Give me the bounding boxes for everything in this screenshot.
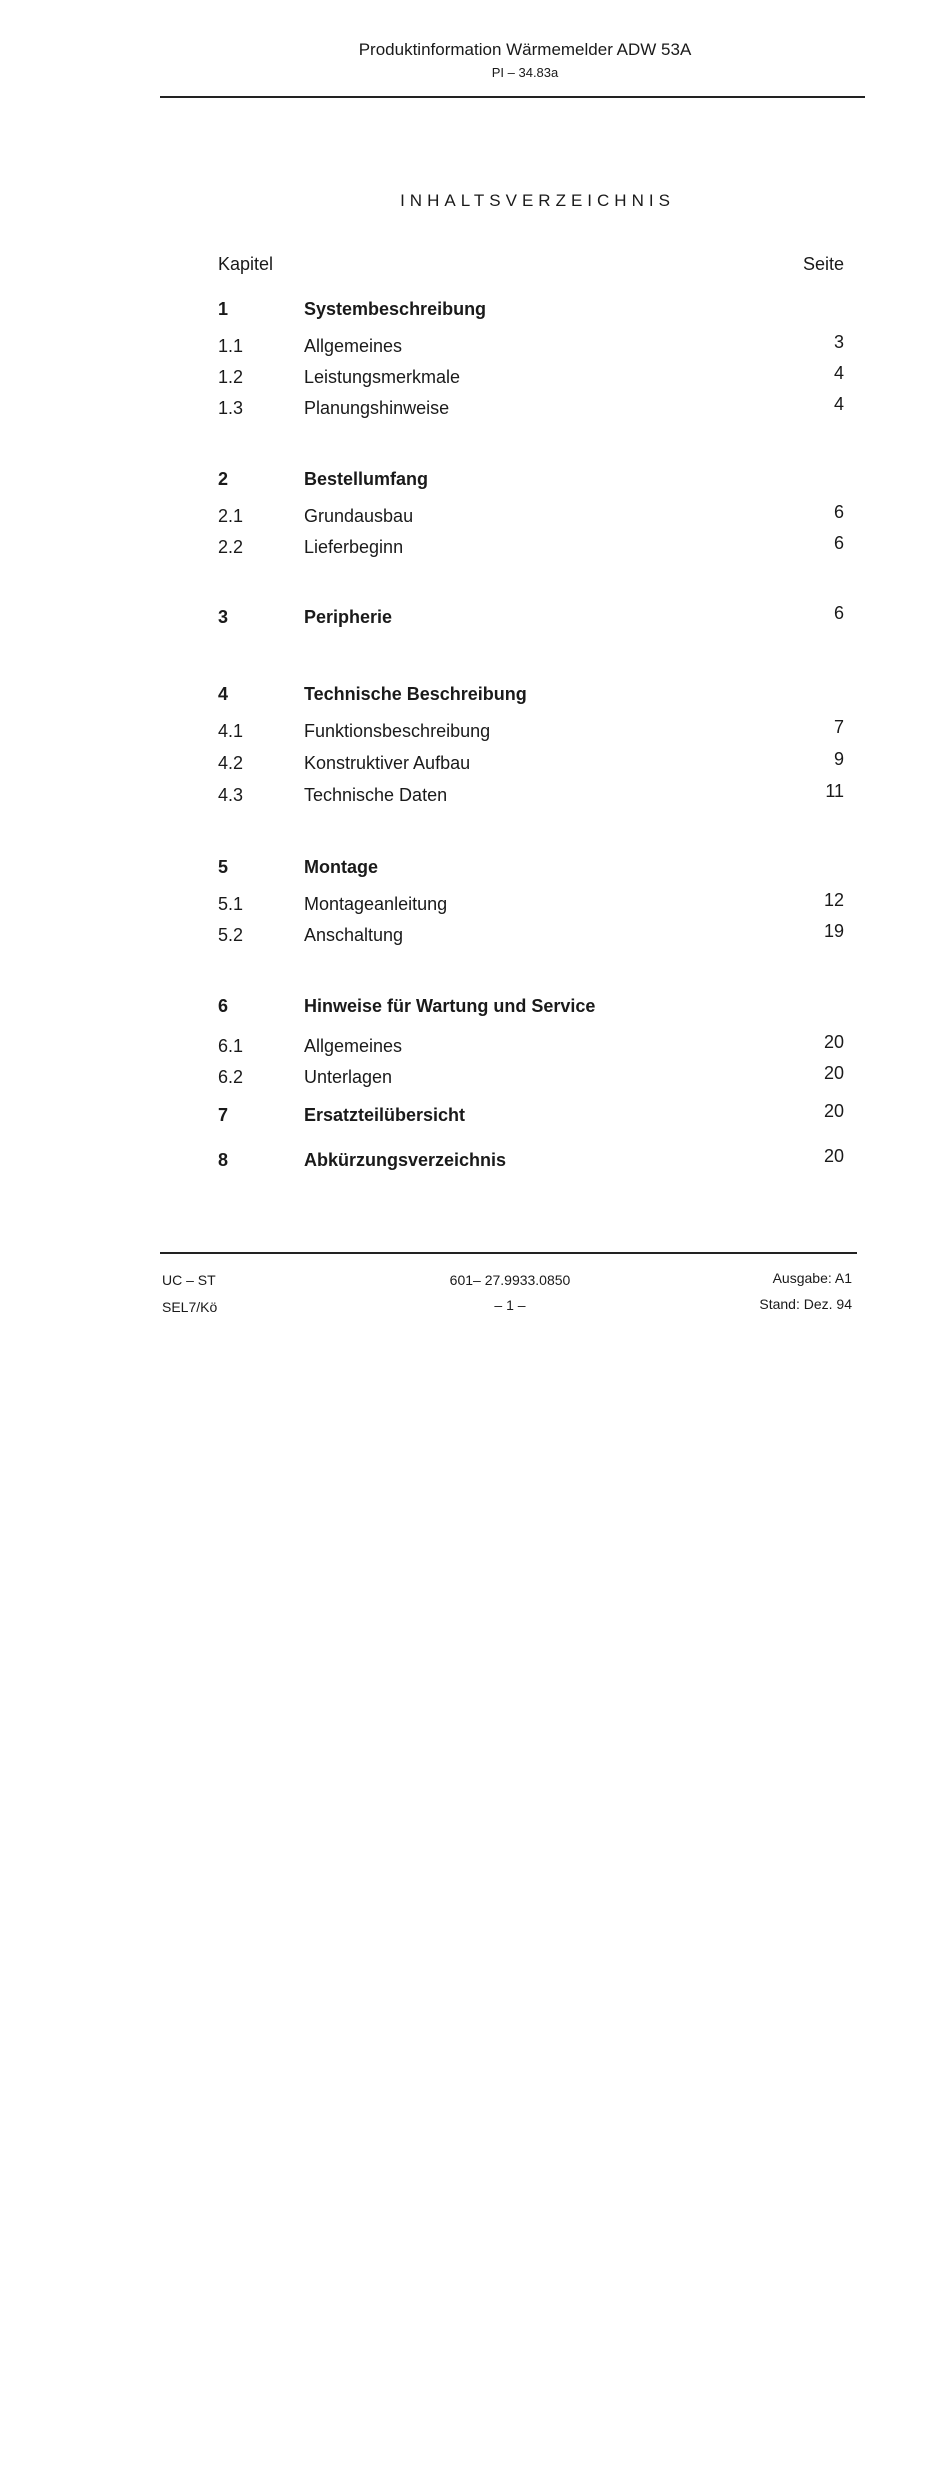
toc-number: 1 [218, 299, 229, 319]
toc-page-number: 3 [833, 332, 844, 352]
toc-page-number: 4 [833, 394, 844, 414]
toc-section-row [0, 502, 950, 532]
toc-number: 3 [218, 607, 229, 627]
toc-title: Peripherie [304, 607, 393, 627]
toc-number: 4.3 [218, 785, 244, 805]
toc-page-number: 19 [823, 921, 844, 941]
toc-page-number: 20 [823, 1146, 844, 1166]
footer-doc-number: 601– 27.9933.0850 [449, 1272, 571, 1288]
toc-chapter-row [0, 857, 950, 883]
toc-section-row [0, 890, 950, 920]
toc-page-number: 7 [833, 717, 844, 737]
toc-number: 2.1 [218, 506, 244, 526]
toc-number: 4 [218, 684, 229, 704]
document-title: Produktinformation Wärmemelder ADW 53A [358, 40, 692, 59]
toc-title: Lieferbeginn [304, 537, 404, 557]
toc-title: Montageanleitung [304, 894, 448, 914]
toc-number: 2 [218, 469, 229, 489]
footer-date: Stand: Dez. 94 [759, 1296, 852, 1312]
toc-page-number: 9 [833, 749, 844, 769]
toc-title: Technische Daten [304, 785, 448, 805]
toc-title: Hinweise für Wartung und Service [304, 996, 596, 1016]
toc-page-number: 4 [833, 363, 844, 383]
toc-page-number: 6 [833, 533, 844, 553]
toc-page-number: 6 [833, 603, 844, 623]
toc-number: 2.2 [218, 537, 244, 557]
toc-chapter-row [0, 603, 950, 633]
toc-number: 6.1 [218, 1036, 244, 1056]
toc-number: 8 [218, 1150, 229, 1170]
footer-rule [160, 1252, 857, 1254]
toc-chapter-row [0, 1101, 950, 1131]
toc-number: 5 [218, 857, 229, 877]
toc-title: Bestellumfang [304, 469, 429, 489]
toc-section-row [0, 1063, 950, 1093]
toc-section-row [0, 717, 950, 747]
header-rule [160, 96, 865, 98]
column-header-page: Seite [802, 254, 844, 274]
toc-number: 7 [218, 1105, 229, 1125]
toc-section-row [0, 533, 950, 563]
toc-title: Konstruktiver Aufbau [304, 753, 471, 773]
toc-section-row [0, 781, 950, 811]
toc-title: Montage [304, 857, 378, 877]
footer-edition: Ausgabe: A1 [772, 1270, 852, 1286]
footer-author-code: SEL7/Kö [162, 1299, 218, 1315]
footer-page-number: – 1 – [494, 1297, 526, 1313]
toc-section-row [0, 921, 950, 951]
toc-title: Abkürzungsverzeichnis [304, 1150, 507, 1170]
toc-number: 6 [218, 996, 229, 1016]
toc-heading: INHALTSVERZEICHNIS [400, 191, 675, 210]
toc-section-row [0, 363, 950, 393]
toc-number: 6.2 [218, 1067, 244, 1087]
toc-chapter-row [0, 299, 950, 325]
toc-number: 4.1 [218, 721, 244, 741]
toc-section-row [0, 332, 950, 362]
footer-department: UC – ST [162, 1272, 216, 1288]
toc-section-row [0, 394, 950, 424]
toc-page-number: 6 [833, 502, 844, 522]
toc-title: Anschaltung [304, 925, 404, 945]
toc-number: 1.1 [218, 336, 244, 356]
toc-title: Unterlagen [304, 1067, 393, 1087]
toc-title: Allgemeines [304, 336, 403, 356]
toc-section-row [0, 749, 950, 779]
toc-chapter-row [0, 469, 950, 495]
document-number: PI – 34.83a [491, 65, 559, 80]
toc-title: Leistungsmerkmale [304, 367, 461, 387]
toc-title: Systembeschreibung [304, 299, 487, 319]
toc-number: 1.3 [218, 398, 244, 418]
toc-title: Ersatzteilübersicht [304, 1105, 466, 1125]
toc-number: 5.1 [218, 894, 244, 914]
toc-number: 1.2 [218, 367, 244, 387]
toc-section-row [0, 1032, 950, 1062]
toc-page-number: 12 [823, 890, 844, 910]
toc-number: 4.2 [218, 753, 244, 773]
toc-page-number: 20 [823, 1063, 844, 1083]
toc-title: Technische Beschreibung [304, 684, 527, 704]
toc-page-number: 20 [823, 1101, 844, 1121]
toc-title: Allgemeines [304, 1036, 403, 1056]
toc-number: 5.2 [218, 925, 244, 945]
column-header-chapter: Kapitel [218, 254, 274, 274]
toc-page-number: 20 [823, 1032, 844, 1052]
toc-title: Grundausbau [304, 506, 414, 526]
toc-title: Planungshinweise [304, 398, 450, 418]
toc-chapter-row [0, 684, 950, 710]
toc-chapter-row [0, 1146, 950, 1176]
toc-page-number: 11 [825, 781, 844, 801]
toc-title: Funktionsbeschreibung [304, 721, 491, 741]
toc-chapter-row [0, 996, 950, 1022]
